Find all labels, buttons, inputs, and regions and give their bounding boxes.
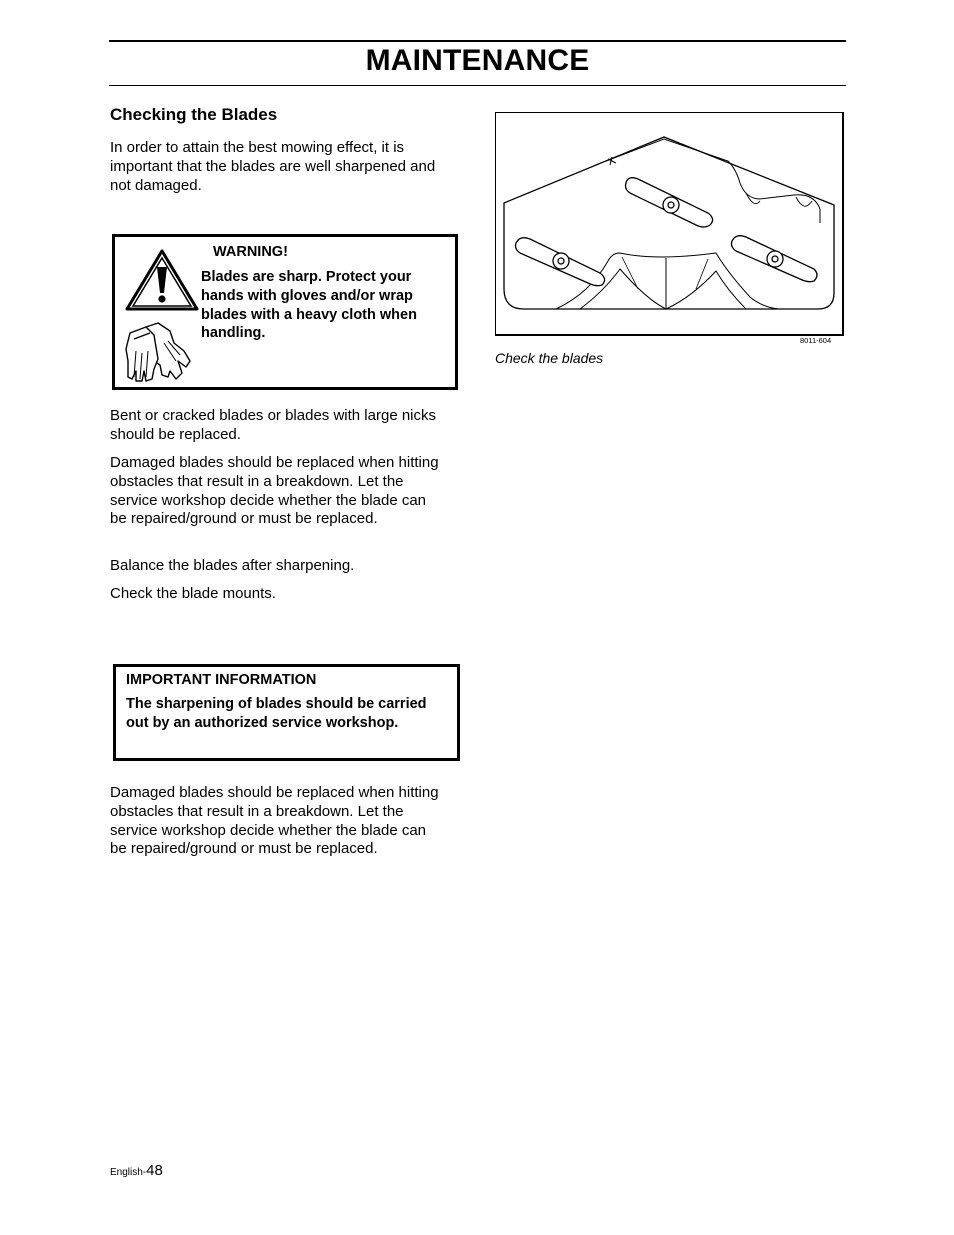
intro-paragraph: In order to attain the best mowing effect, it is important that the blades are well sharpened and not damaged. bbox=[110, 139, 436, 194]
warning-triangle-icon bbox=[124, 247, 200, 313]
header-bottom-rule bbox=[109, 85, 846, 86]
important-info-text: The sharpening of blades should be carried out by an authorized service workshop. bbox=[126, 696, 427, 731]
warning-box bbox=[112, 234, 458, 390]
blade-deck-illustration bbox=[495, 112, 844, 336]
page-title: MAINTENANCE bbox=[365, 44, 590, 77]
page-number: 48 bbox=[146, 1162, 163, 1179]
body-paragraph-4: Check the blade mounts. bbox=[110, 585, 276, 602]
body-paragraph-1: Bent or cracked blades or blades with large nicks should be replaced. bbox=[110, 407, 437, 443]
mower-deck-drawing bbox=[496, 113, 842, 334]
figure-code: 8011-604 bbox=[800, 336, 832, 345]
page-footer bbox=[110, 1162, 163, 1179]
footer-language: English- bbox=[110, 1167, 147, 1178]
important-info-box bbox=[113, 664, 460, 761]
body-paragraph-5: Damaged blades should be replaced when hitting obstacles that result in a breakdown. Let the service workshop decide whether the blade can be repaired/ground or must be replaced. bbox=[110, 784, 439, 858]
warning-text: Blades are sharp. Protect your hands with gloves and/or wrap blades with a heavy cloth when handling. bbox=[201, 269, 417, 342]
figure-caption: Check the blades bbox=[495, 350, 604, 366]
important-info-title: IMPORTANT INFORMATION bbox=[126, 672, 317, 688]
gloves-icon bbox=[124, 321, 196, 383]
body-paragraph-3: Balance the blades after sharpening. bbox=[110, 557, 355, 574]
section-heading: Checking the Blades bbox=[110, 105, 278, 124]
warning-title: WARNING! bbox=[213, 244, 288, 260]
body-paragraph-2: Damaged blades should be replaced when hitting obstacles that result in a breakdown. Let the service workshop decide whether the blade can be repaired/ground or must be replaced. bbox=[110, 454, 439, 528]
header-top-rule bbox=[109, 40, 846, 42]
